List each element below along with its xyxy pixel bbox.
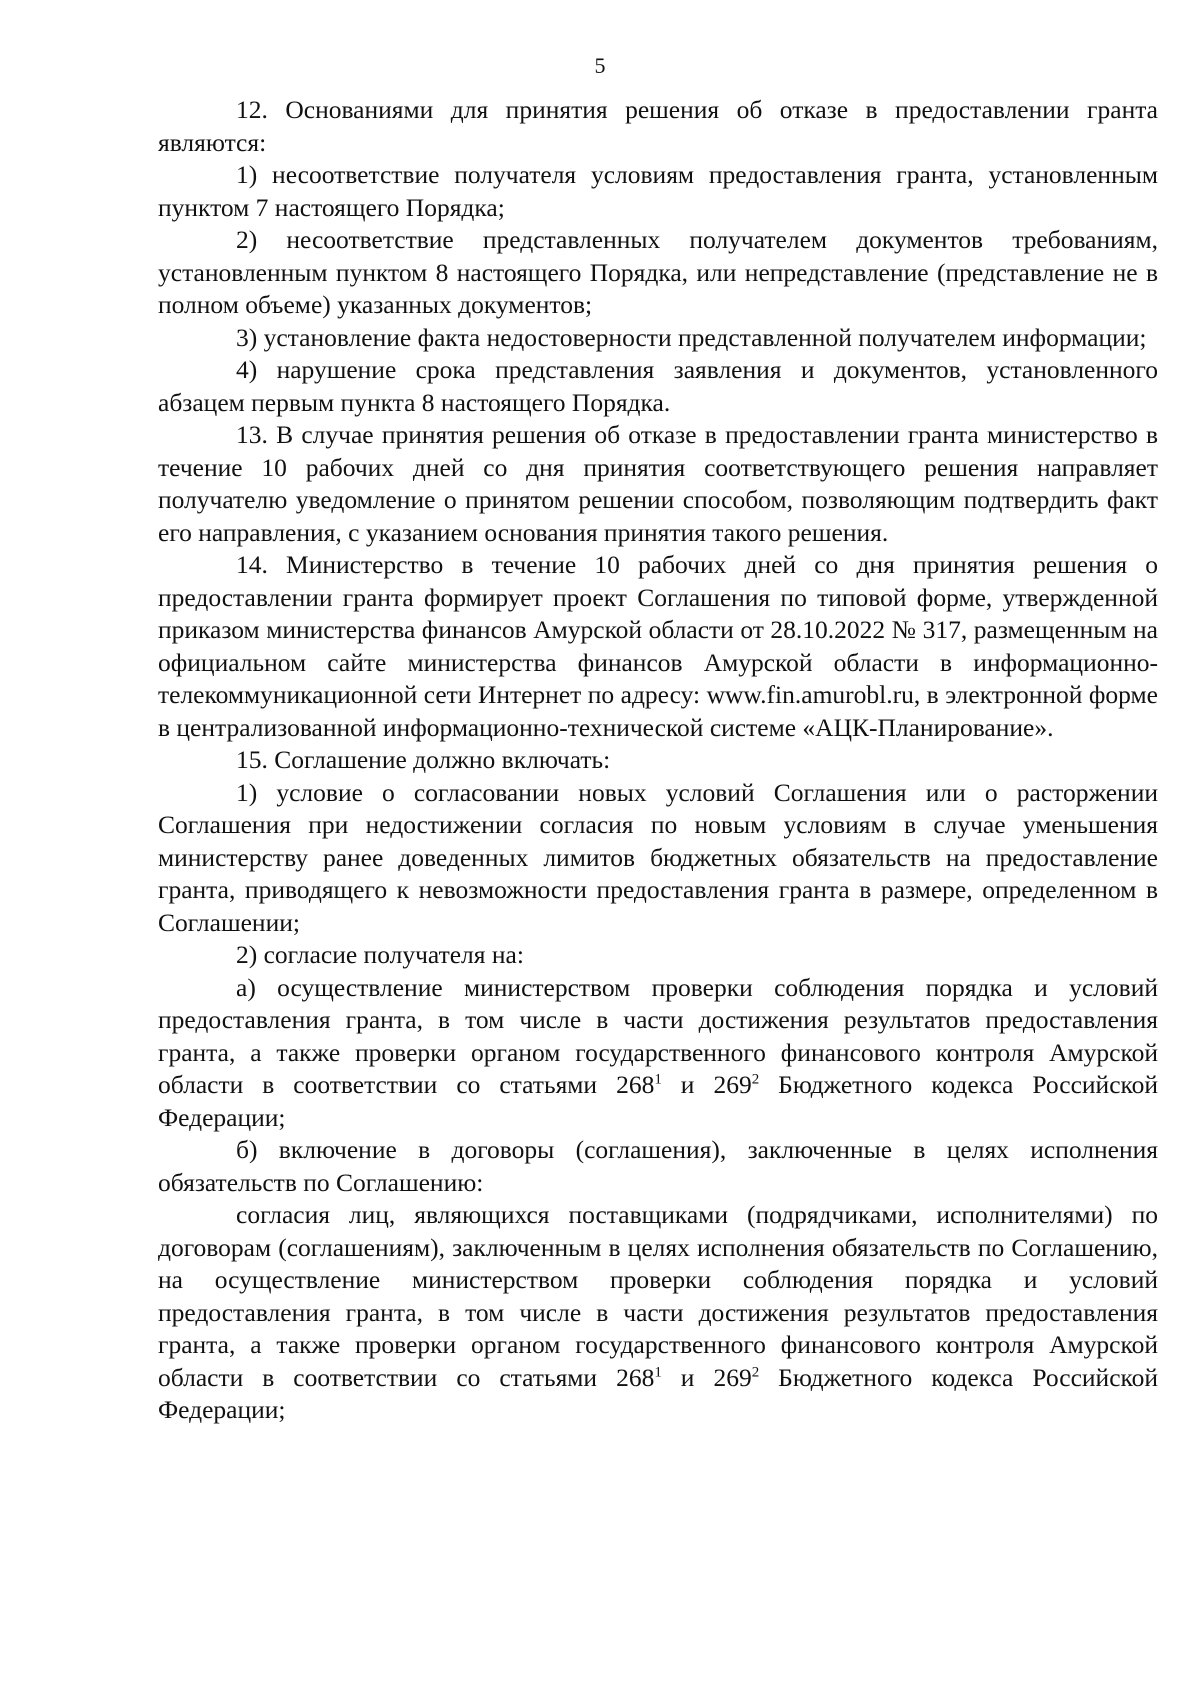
paragraph-text: согласия лиц, являющихся поставщиками (подрядчиками, исполнителями) по договорам (соглашениям), заключенным в целях исполнения обязательств по Соглашению, на осуществление министерством проверки соблюдения порядка и условий предоставления гранта, в том числе в части достижения результатов предоставления гранта, а также проверки органом государственного финансового контроля Амурской области в соответствии со статьями 268 [158, 1200, 1158, 1392]
paragraph-13: 13. В случае принятия решения об отказе в предоставлении гранта министерство в течение 10 рабочих дней со дня принятия соответствующего решения направляет получателю уведомление о принятом решении способом, позволяющим подтвердить факт его направления, с указанием основания принятия такого решения. [158, 420, 1158, 547]
page-number: 5 [594, 53, 606, 78]
superscript: 2 [751, 1364, 760, 1380]
paragraph-12-item-4: 4) нарушение срока представления заявления и документов, установленного абзацем первым пункта 8 настоящего Порядка. [158, 355, 1158, 417]
paragraph-15-item-2: 2) согласие получателя на: [236, 940, 524, 969]
paragraph-12-item-2: 2) несоответствие представленных получателем документов требованиям, установленным пунктом 8 настоящего Порядка, или непредставление (представление не в полном объеме) указанных документов; [158, 225, 1158, 319]
superscript: 1 [654, 1364, 662, 1380]
paragraph-text: а) осуществление министерством проверки соблюдения порядка и условий предоставления гранта, в том числе в части достижения результатов предоставления гранта, а также проверки органом государственного финансового контроля Амурской области в соответствии со статьями 268 [158, 972, 1158, 1099]
paragraph-text: Бюджетного кодекса Российской Федерации; [158, 1070, 1159, 1132]
paragraph-text: и 269 [661, 1070, 752, 1099]
paragraph-12-item-3: 3) установление факта недостоверности представленной получателем информации; [236, 322, 1147, 352]
paragraph-15-item-1: 1) условие о согласовании новых условий Соглашения или о расторжении Соглашения при недостижении согласия по новым условиям в случае уменьшения министерству ранее доведенных лимитов бюджетных обязательств на предоставление гранта, приводящего к невозможности предоставления гранта в размере, определенном в Соглашении; [158, 777, 1158, 937]
paragraph-15-item-2-a [158, 972, 1158, 1135]
paragraph-15-item-2-b: б) включение в договоры (соглашения), заключенные в целях исполнения обязательств по Соглашению: [158, 1135, 1158, 1197]
paragraph-12-item-1: 1) несоответствие получателя условиям предоставления гранта, установленным пунктом 7 настоящего Порядка; [158, 160, 1158, 222]
paragraph-text: Бюджетного кодекса Российской Федерации; [158, 1362, 1159, 1424]
paragraph-text: и 269 [661, 1362, 752, 1392]
paragraph-12: 12. Основаниями для принятия решения об отказе в предоставлении гранта являются: [158, 95, 1158, 157]
paragraph-14: 14. Министерство в течение 10 рабочих дней со дня принятия решения о предоставлении гранта формирует проект Соглашения по типовой форме, утвержденной приказом министерства финансов Амурской области от 28.10.2022 № 317, размещенным на официальном сайте министерства финансов Амурской области в информационно-телекоммуникационной сети Интернет по адресу: www.fin.amurobl.ru, в электронной форме в централизованной информационно-технической системе «АЦК-Планирование». [158, 550, 1158, 742]
superscript: 1 [654, 1071, 662, 1088]
document-body [158, 94, 1158, 1427]
superscript: 2 [751, 1071, 760, 1088]
paragraph-15: 15. Соглашение должно включать: [236, 745, 611, 774]
paragraph-15-item-2-b-consent [158, 1199, 1158, 1427]
